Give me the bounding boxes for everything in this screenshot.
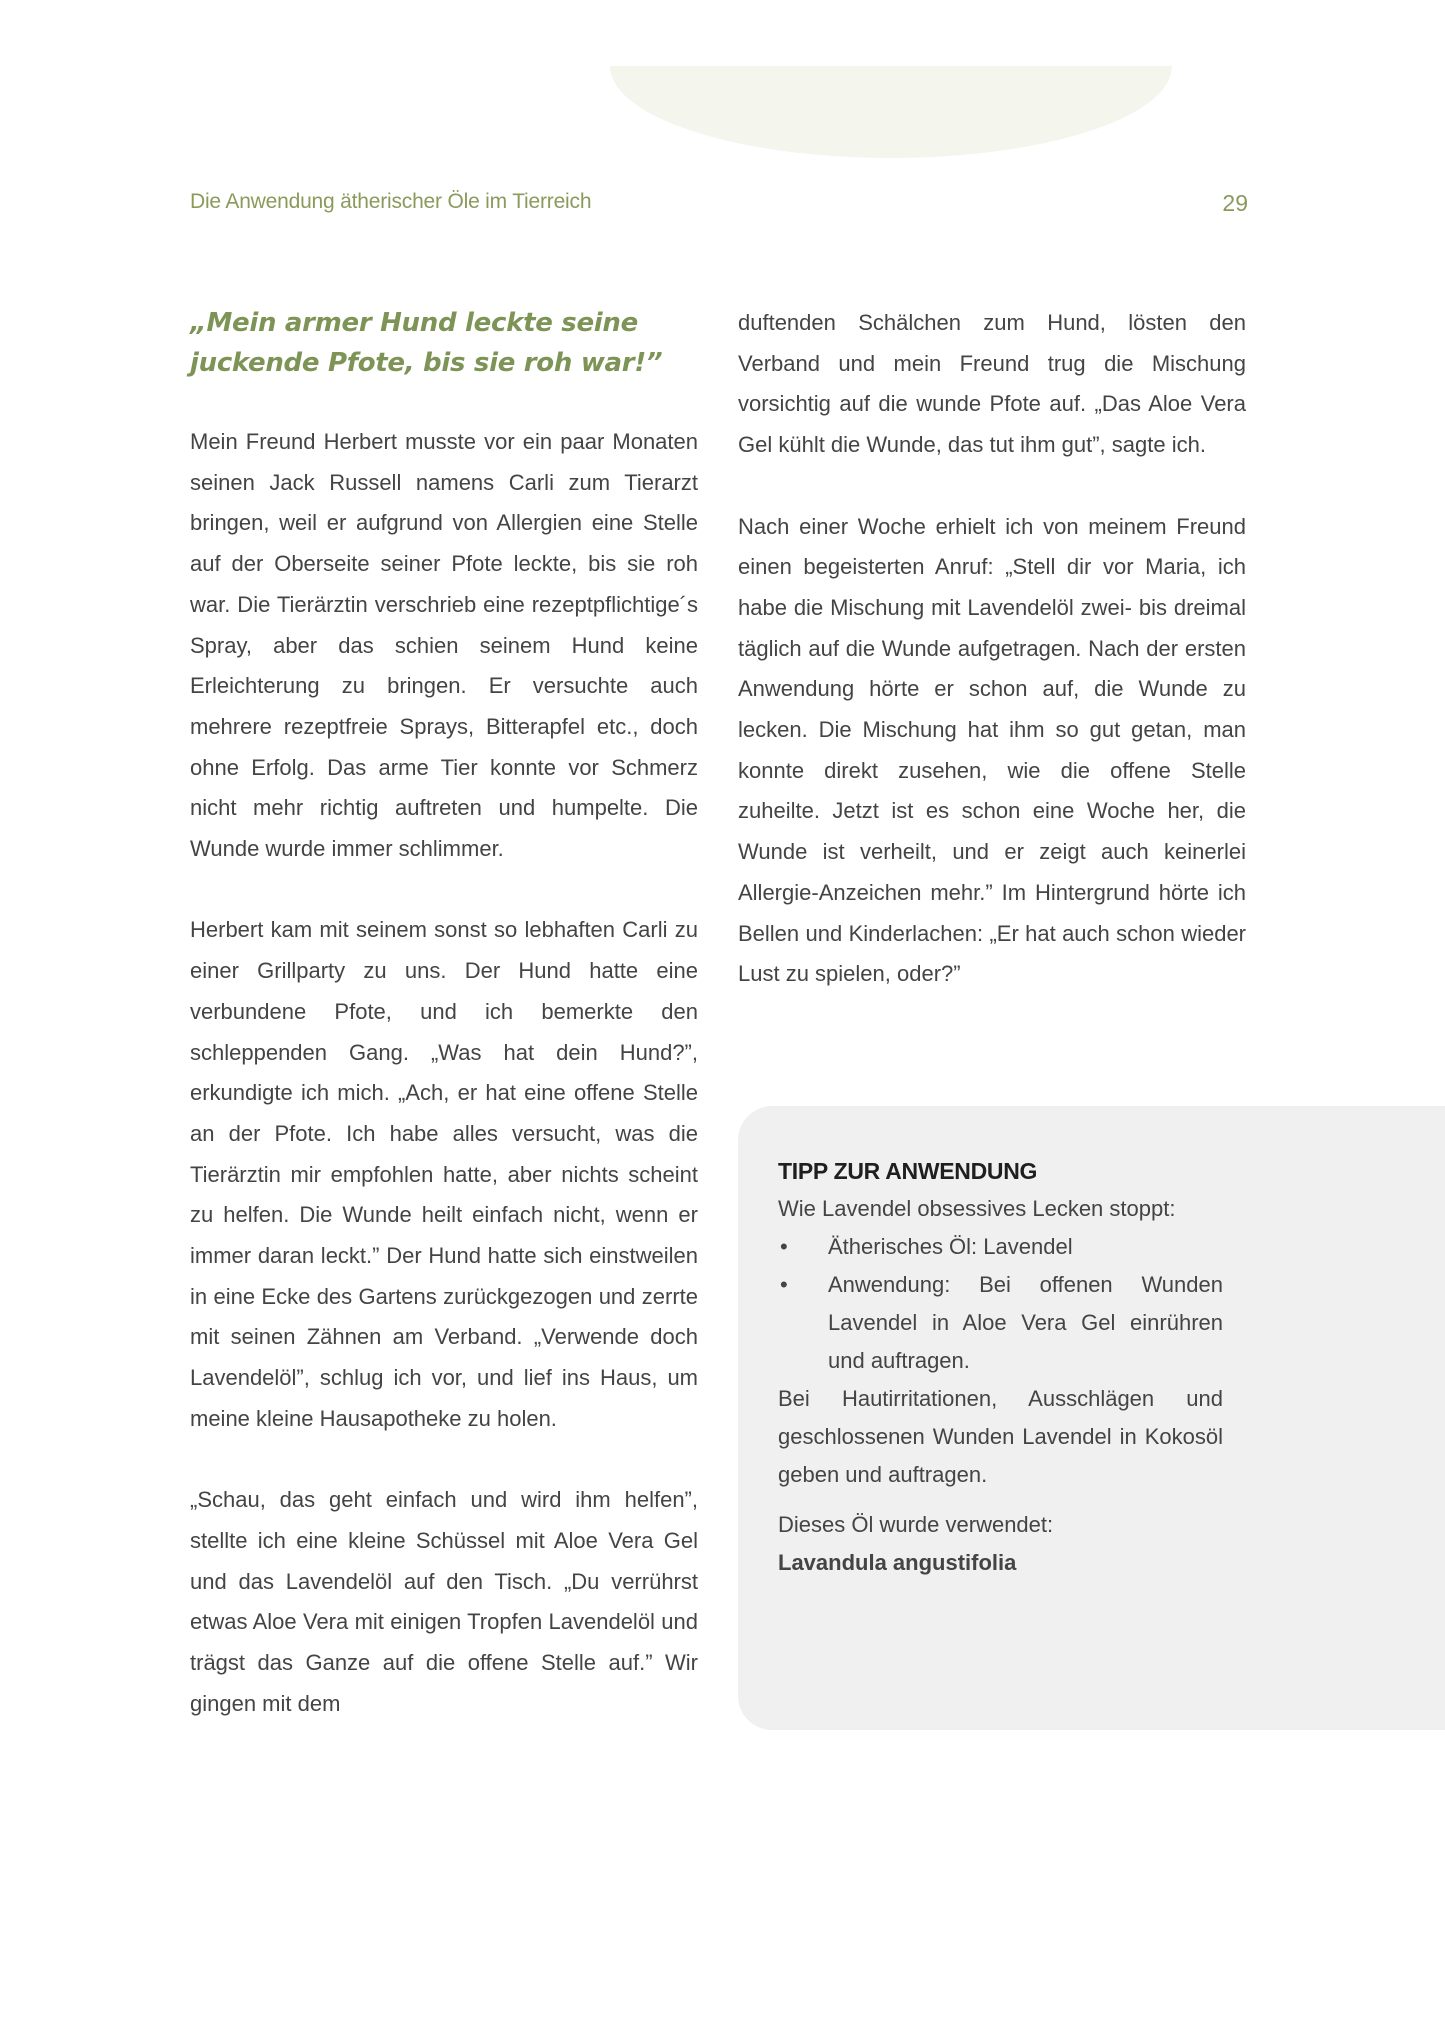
list-item-text: Anwendung: Bei offenen Wunden Lavendel in Aloe Vera Gel einrühren und auftragen. — [828, 1272, 1223, 1373]
decorative-semicircle — [610, 66, 1172, 158]
list-item-text: Ätherisches Öl: Lavendel — [828, 1234, 1073, 1259]
bullet-icon: • — [780, 1234, 788, 1259]
paragraph: „Schau, das geht einfach und wird ihm helfen”, stellte ich eine kleine Schüssel mit Aloe Vera Gel und das Lavendelöl auf den Tisch. „Du verrührst etwas Aloe Vera mit einigen Tropfen Lavendelöl und trägst das Ganze auf die offene Stelle auf.” Wir gingen mit dem — [190, 1487, 698, 1716]
list-item — [778, 1228, 1223, 1266]
bullet-icon: • — [780, 1272, 788, 1297]
tip-extra-text: Bei Hautirritationen, Ausschlägen und geschlossenen Wunden Lavendel in Kokosöl geben und auftragen. — [778, 1386, 1223, 1487]
tip-title: TIPP ZUR ANWENDUNG — [778, 1158, 1038, 1184]
tip-content — [778, 1152, 1223, 1582]
tip-box — [738, 1106, 1445, 1730]
tip-intro: Wie Lavendel obsessives Lecken stoppt: — [778, 1196, 1176, 1221]
tip-bullet-list — [778, 1228, 1223, 1380]
paragraph: Mein Freund Herbert musste vor ein paar Monaten seinen Jack Russell namens Carli zum Tierarzt bringen, weil er aufgrund von Allergien eine Stelle auf der Oberseite seiner Pfote leckte, bis sie roh war. Die Tierärztin verschrieb eine rezeptpflichtige´s Spray, aber das schien seinem Hund keine Erleichterung zu bringen. Er versuchte auch mehrere rezeptfreie Sprays, Bitterapfel etc., doch ohne Erfolg. Das arme Tier konnte vor Schmerz nicht mehr richtig auftreten und humpelte. Die Wunde wurde immer schlimmer. — [190, 429, 698, 862]
page-number: 29 — [1222, 190, 1248, 216]
right-column — [738, 303, 1246, 1036]
list-item — [778, 1266, 1223, 1380]
paragraph: Nach einer Woche erhielt ich von meinem Freund einen begeisterten Anruf: „Stell dir vor Maria, ich habe die Mischung mit Lavendelöl zwei- bis dreimal täglich auf die Wunde aufgetragen. Nach der ersten Anwendung hörte er schon auf, die Wunde zu lecken. Die Mischung hat ihm so gut getan, man konnte direkt zusehen, wie die offene Stelle zuheilte. Jetzt ist es schon eine Woche her, die Wunde ist verheilt, und er zeigt auch keinerlei Allergie-Anzeichen mehr.” Im Hintergrund hörte ich Bellen und Kinderlachen: „Er hat auch schon wieder Lust zu spielen, oder?” — [738, 513, 1246, 987]
paragraph: Herbert kam mit seinem sonst so lebhaften Carli zu einer Grillparty zu uns. Der Hund hatte eine verbundene Pfote, und ich bemerkte den schleppenden Gang. „Was hat dein Hund?”, erkundigte ich mich. „Ach, er hat eine offene Stelle an der Pfote. Ich habe alles versucht, was die Tierärztin mir empfohlen hatte, aber nichts scheint zu helfen. Die Wunde heilt einfach nicht, wenn er immer daran leckt.” Der Hund hatte sich einstweilen in eine Ecke des Gartens zurückgezogen und zerrte mit seinen Zähnen am Verband. „Verwende doch Lavendelöl”, schlug ich vor, und lief ins Haus, um meine kleine Hausapotheke zu holen. — [190, 917, 698, 1431]
tip-oil-name: Lavandula angustifolia — [778, 1550, 1017, 1575]
article-heading: „Mein armer Hund leckte seine juckende Pfote, bis sie roh war!” — [190, 308, 663, 378]
left-column — [190, 303, 698, 1765]
running-header-title: Die Anwendung ätherischer Öle im Tierreich — [190, 190, 592, 213]
tip-used-label: Dieses Öl wurde verwendet: — [778, 1512, 1054, 1537]
paragraph: duftenden Schälchen zum Hund, lösten den Verband und mein Freund trug die Mischung vorsichtig auf die wunde Pfote auf. „Das Aloe Vera Gel kühlt die Wunde, das tut ihm gut”, sagte ich. — [738, 310, 1246, 458]
